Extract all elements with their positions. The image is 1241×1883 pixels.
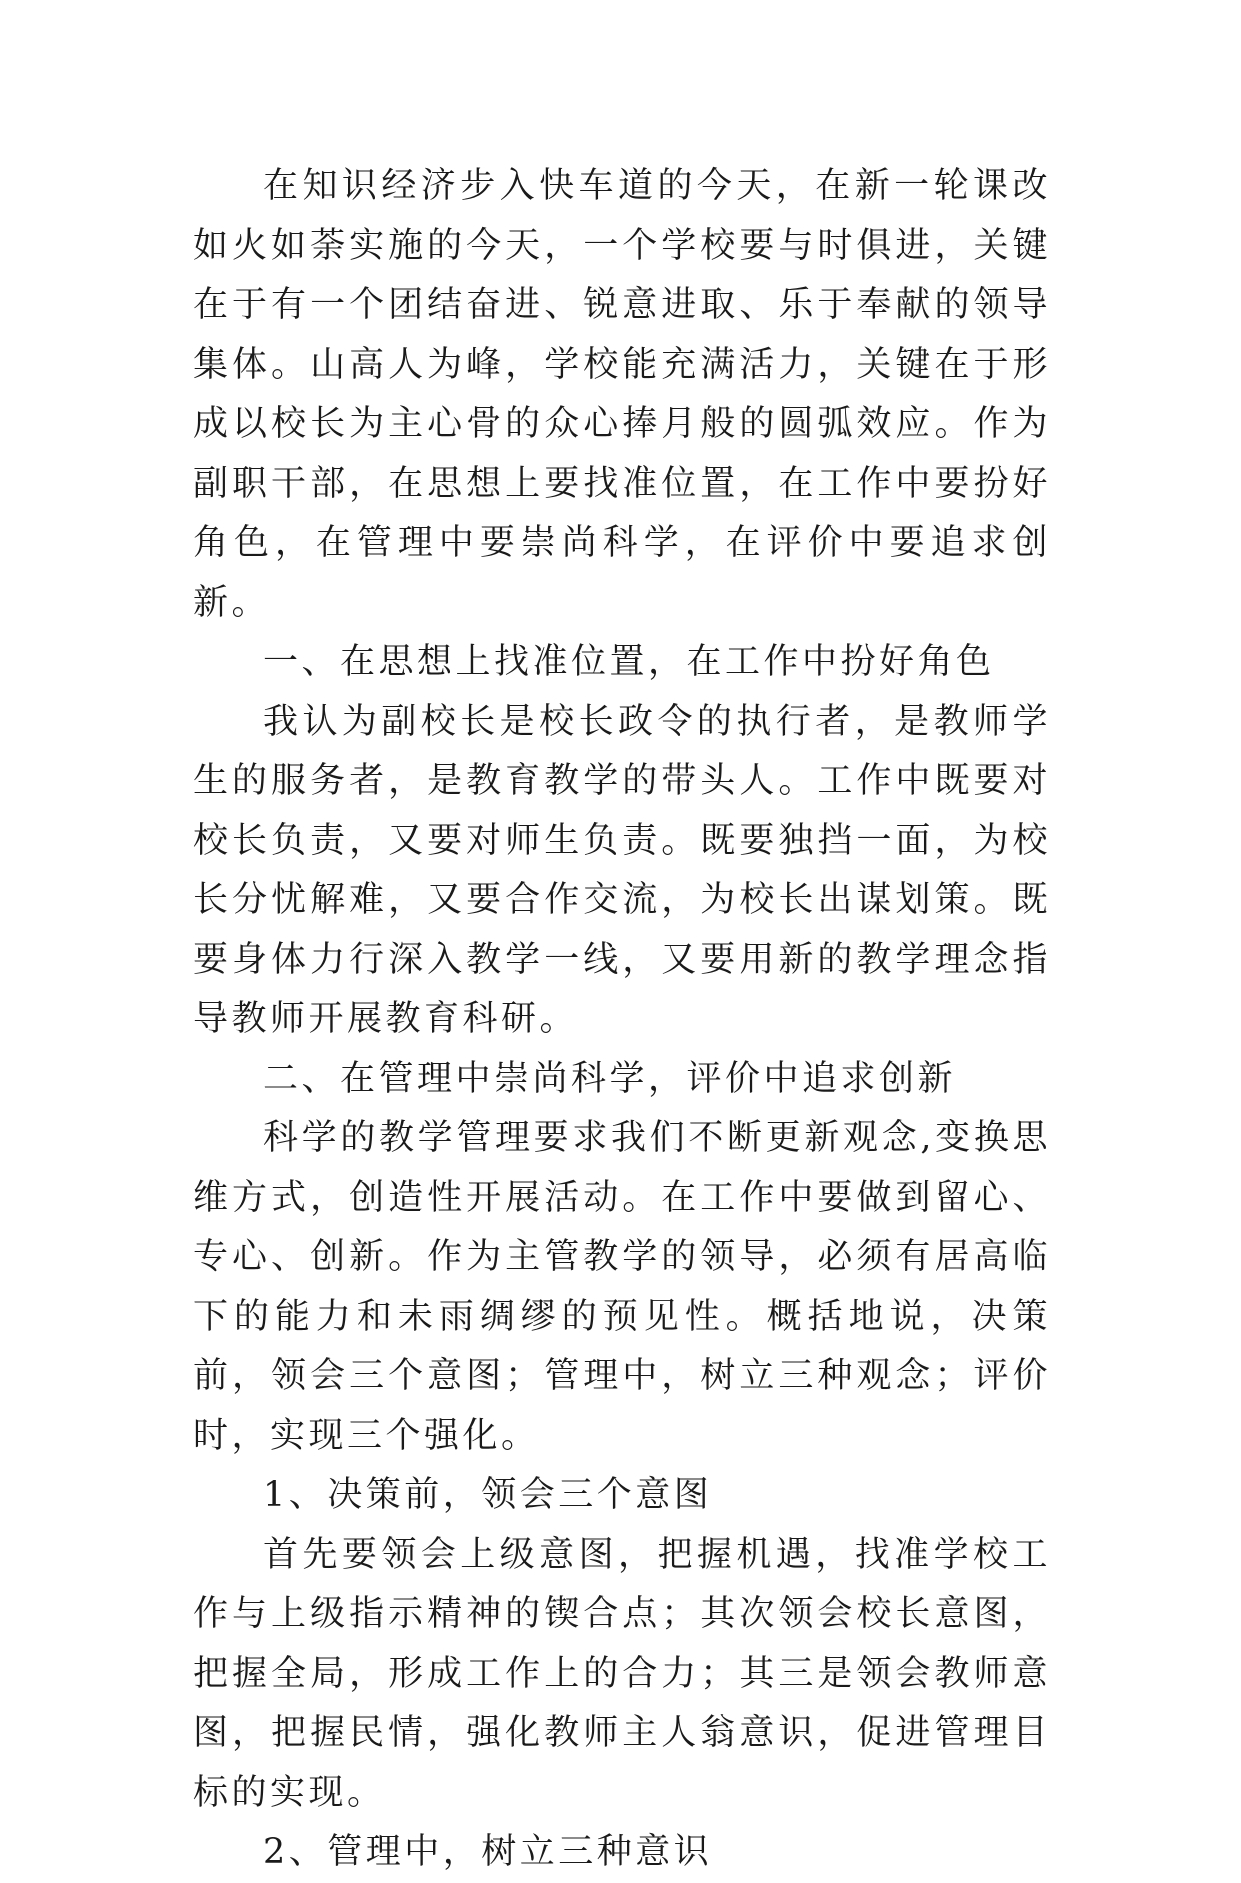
intro-paragraph: 在知识经济步入快车道的今天，在新一轮课改如火如荼实施的今天，一个学校要与时俱进，关键在于有一个团结奋进、锐意进取、乐于奉献的领导集体。山高人为峰，学校能充满活力，关键在于形成以校长为主心骨的众心捧月般的圆弧效应。作为副职干部，在思想上要找准位置，在工作中要扮好角色，在管理中要崇尚科学，在评价中要追求创新。	[193, 166, 1051, 623]
section-heading-1: 一、在思想上找准位置，在工作中扮好角色	[263, 642, 995, 682]
section-2-paragraph: 科学的教学管理要求我们不断更新观念,变换思维方式，创造性开展活动。在工作中要做到留心、专心、创新。作为主管教学的领导，必须有居高临下的能力和未雨绸缪的预见性。概括地说，决策前，领会三个意图；管理中，树立三种观念；评价时，实现三个强化。	[193, 1118, 1051, 1456]
subsection-heading-2: 2、管理中，树立三种意识	[263, 1832, 713, 1872]
section-heading-2: 二、在管理中崇尚科学，评价中追求创新	[263, 1058, 957, 1099]
subsection-heading-1: 1、决策前，领会三个意图	[263, 1475, 713, 1515]
document-body	[193, 157, 1051, 1883]
section-1-paragraph: 我认为副校长是校长政令的执行者，是教师学生的服务者，是教育教学的带头人。工作中既要对校长负责，又要对师生负责。既要独挡一面，为校长分忧解难，又要合作交流，为校长出谋划策。既要身体力行深入教学一线，又要用新的教学理念指导教师开展教育科研。	[193, 701, 1051, 1039]
subsection-1-paragraph: 首先要领会上级意图，把握机遇，找准学校工作与上级指示精神的锲合点；其次领会校长意图，把握全局，形成工作上的合力；其三是领会教师意图，把握民情，强化教师主人翁意识，促进管理目标的实现。	[193, 1534, 1051, 1813]
